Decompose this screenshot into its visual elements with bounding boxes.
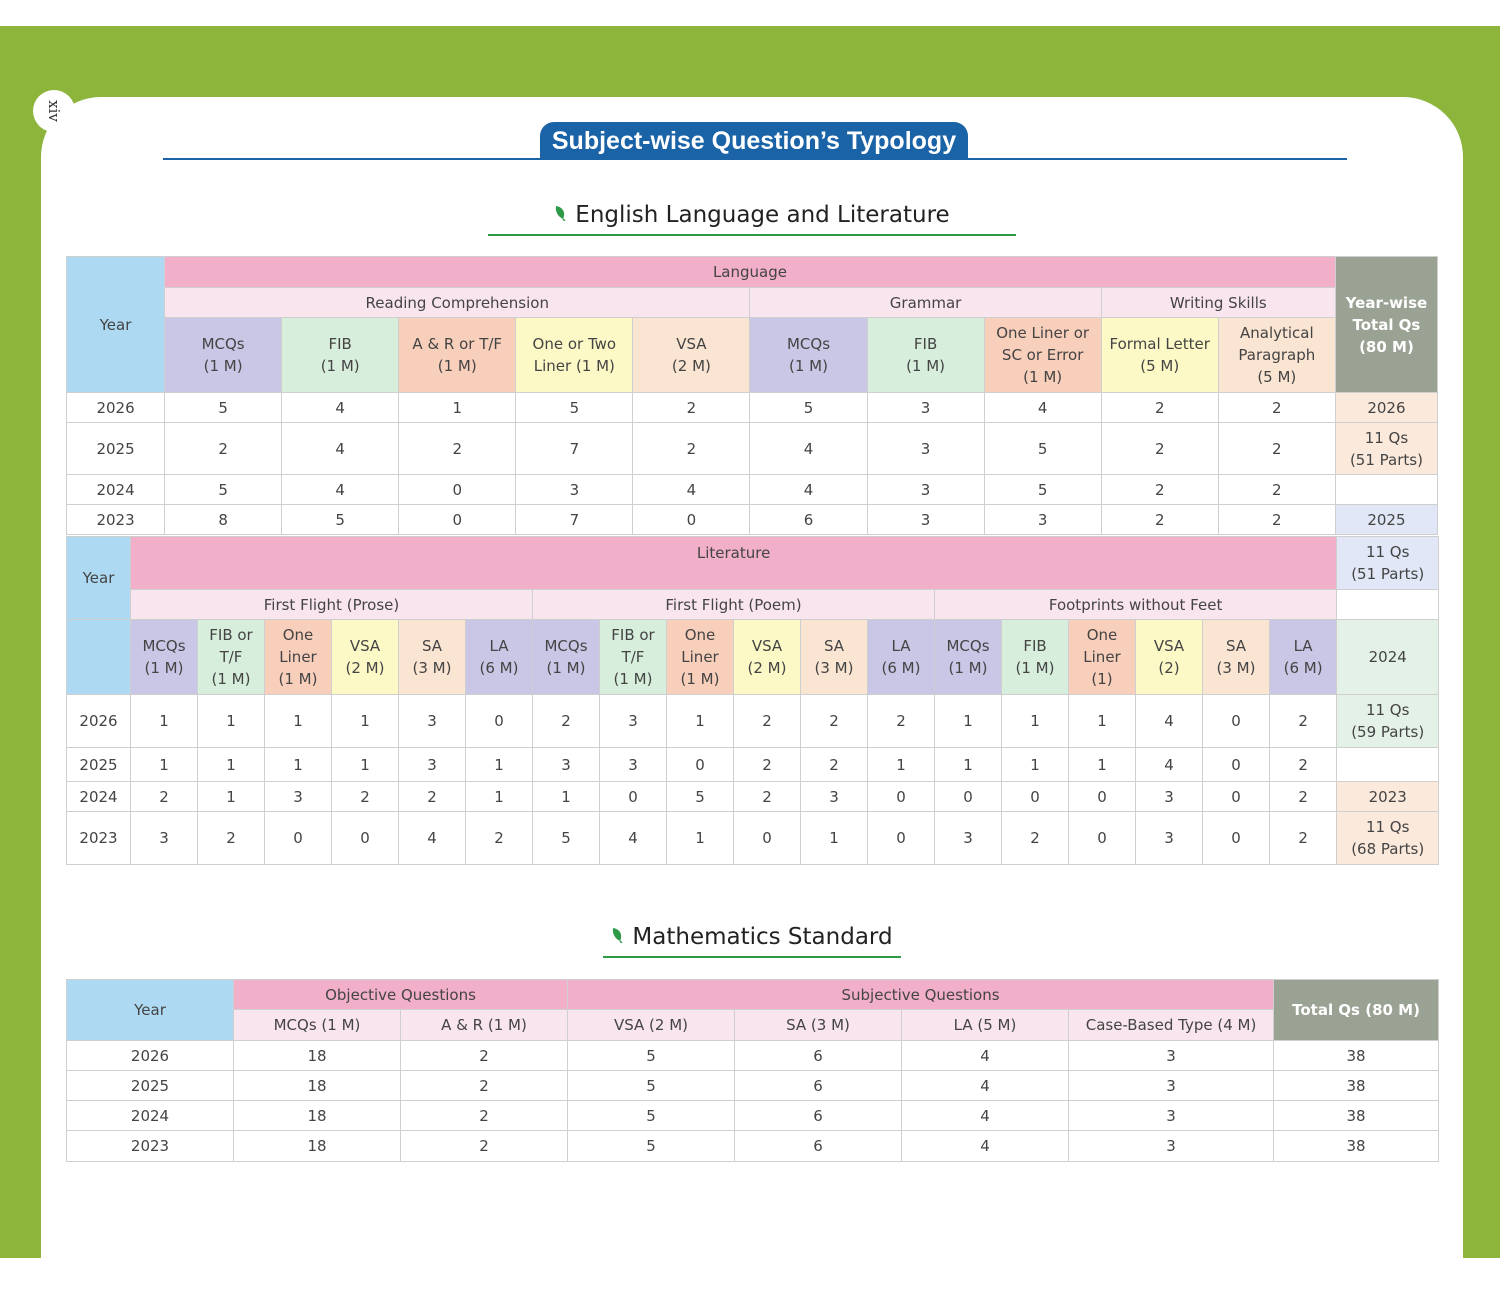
value-cell: 2: [633, 423, 750, 475]
year-total-count: 11 Qs (68 Parts): [1337, 812, 1439, 865]
value-cell: 2: [734, 748, 801, 782]
column-header: Case-Based Type (4 M): [1069, 1010, 1274, 1041]
value-cell: 1: [265, 695, 332, 748]
column-header: FIB (1 M): [282, 318, 399, 393]
column-header: LA (5 M): [902, 1010, 1069, 1041]
value-cell: 2: [633, 393, 750, 423]
table-row: [67, 505, 1438, 535]
column-header: A & R or T/F (1 M): [399, 318, 516, 393]
value-cell: 0: [1203, 782, 1270, 812]
column-header: FIB (1 M): [1002, 620, 1069, 695]
literature-column-headers: [67, 620, 1439, 695]
column-header: MCQs (1 M): [750, 318, 867, 393]
value-cell: 7: [516, 505, 633, 535]
value-cell: 2: [1218, 505, 1335, 535]
english-section-title: English Language and Literature: [575, 202, 950, 228]
literature-group-title: Literature: [131, 537, 1337, 590]
leaf-icon: [554, 205, 566, 221]
year-total-count: 11 Qs (51 Parts): [1335, 423, 1437, 475]
value-cell: 3: [935, 812, 1002, 865]
value-cell: 2: [734, 695, 801, 748]
value-cell: 2: [1218, 475, 1335, 505]
value-cell: 2: [1218, 393, 1335, 423]
value-cell: 5: [282, 505, 399, 535]
value-cell: 5: [568, 1101, 735, 1131]
subgroup-grammar: Grammar: [750, 288, 1101, 318]
value-cell: 4: [750, 423, 867, 475]
table-row: [67, 1071, 1439, 1101]
value-cell: 1: [131, 748, 198, 782]
value-cell: 3: [1069, 1101, 1274, 1131]
value-cell: 3: [533, 748, 600, 782]
banner: [540, 122, 968, 160]
page-number-badge: [33, 90, 75, 132]
value-cell: 3: [867, 393, 984, 423]
value-cell: 4: [399, 812, 466, 865]
value-cell: 3: [867, 505, 984, 535]
column-header: VSA (2 M): [332, 620, 399, 695]
value-cell: 0: [667, 748, 734, 782]
year-total-year: 2026: [1335, 393, 1437, 423]
year-total-spacer: [1337, 590, 1439, 620]
value-cell: 1: [533, 782, 600, 812]
value-cell: 4: [902, 1131, 1069, 1162]
value-cell: 1: [198, 695, 265, 748]
year-total-year: 2024: [1337, 620, 1439, 695]
year-total-spacer: [1335, 475, 1437, 505]
leaf-icon: [611, 927, 623, 943]
column-header: MCQs (1 M): [935, 620, 1002, 695]
value-cell: 4: [600, 812, 667, 865]
language-group-title: Language: [165, 257, 1336, 288]
value-cell: 1: [198, 782, 265, 812]
column-header: SA (3 M): [735, 1010, 902, 1041]
value-cell: 5: [984, 475, 1101, 505]
value-cell: 18: [234, 1041, 401, 1071]
subgroup-first-flight-poem: First Flight (Poem): [533, 590, 935, 620]
value-cell: 0: [935, 782, 1002, 812]
value-cell: 1: [667, 812, 734, 865]
value-cell: 2: [401, 1071, 568, 1101]
value-cell: 2: [466, 812, 533, 865]
value-cell: 0: [399, 475, 516, 505]
value-cell: 3: [1136, 782, 1203, 812]
value-cell: 0: [399, 505, 516, 535]
value-cell: 1: [131, 695, 198, 748]
value-cell: 1: [801, 812, 868, 865]
year-total-year: 2023: [1337, 782, 1439, 812]
subgroup-footprints-without-feet: Footprints without Feet: [935, 590, 1337, 620]
value-cell: 0: [1203, 695, 1270, 748]
table-row: [67, 812, 1439, 865]
value-cell: 0: [1203, 748, 1270, 782]
value-cell: 5: [165, 475, 282, 505]
value-cell: 4: [1136, 695, 1203, 748]
column-header: MCQs (1 M): [165, 318, 282, 393]
value-cell: 2: [401, 1131, 568, 1162]
table-row: [67, 423, 1438, 475]
value-cell: 1: [198, 748, 265, 782]
column-header: MCQs (1 M): [131, 620, 198, 695]
value-cell: 1: [332, 695, 399, 748]
value-cell: 3: [1069, 1131, 1274, 1162]
year-cell: 2026: [67, 393, 165, 423]
year-total-count: 11 Qs (51 Parts): [1337, 537, 1439, 590]
value-cell: 3: [516, 475, 633, 505]
value-cell: 5: [568, 1041, 735, 1071]
value-cell: 2: [401, 1041, 568, 1071]
subgroup-reading-comprehension: Reading Comprehension: [165, 288, 750, 318]
value-cell: 3: [131, 812, 198, 865]
value-cell: 1: [935, 695, 1002, 748]
value-cell: 4: [902, 1041, 1069, 1071]
value-cell: 2: [1002, 812, 1069, 865]
value-cell: 6: [735, 1071, 902, 1101]
value-cell: 3: [984, 505, 1101, 535]
value-cell: 3: [399, 695, 466, 748]
column-header: VSA (2 M): [568, 1010, 735, 1041]
maths-year-header: Year: [67, 980, 234, 1041]
table-row: [67, 475, 1438, 505]
value-cell: 3: [1069, 1071, 1274, 1101]
value-cell: 0: [1002, 782, 1069, 812]
column-header: Formal Letter (5 M): [1101, 318, 1218, 393]
value-cell: 3: [265, 782, 332, 812]
column-header: FIB or T/F (1 M): [600, 620, 667, 695]
value-cell: 6: [735, 1041, 902, 1071]
value-cell: 3: [867, 423, 984, 475]
banner-title: Subject-wise Question’s Typology: [551, 126, 957, 155]
value-cell: 0: [265, 812, 332, 865]
value-cell: 1: [868, 748, 935, 782]
column-header: LA (6 M): [868, 620, 935, 695]
value-cell: 5: [568, 1131, 735, 1162]
total-cell: 38: [1274, 1071, 1439, 1101]
language-year-header: Year: [67, 257, 165, 393]
value-cell: 0: [600, 782, 667, 812]
value-cell: 0: [1203, 812, 1270, 865]
year-cell: 2025: [67, 423, 165, 475]
value-cell: 2: [1101, 393, 1218, 423]
value-cell: 1: [1002, 695, 1069, 748]
value-cell: 1: [1069, 748, 1136, 782]
year-cell: 2025: [67, 1071, 234, 1101]
value-cell: 5: [750, 393, 867, 423]
value-cell: 0: [1069, 782, 1136, 812]
value-cell: 5: [568, 1071, 735, 1101]
value-cell: 4: [984, 393, 1101, 423]
value-cell: 1: [399, 393, 516, 423]
column-header: LA (6 M): [1270, 620, 1337, 695]
value-cell: 3: [867, 475, 984, 505]
year-cell: 2024: [67, 1101, 234, 1131]
value-cell: 2: [399, 423, 516, 475]
value-cell: 1: [1002, 748, 1069, 782]
value-cell: 2: [1101, 505, 1218, 535]
maths-section-title: Mathematics Standard: [632, 924, 893, 950]
table-row: [67, 695, 1439, 748]
value-cell: 6: [735, 1131, 902, 1162]
value-cell: 18: [234, 1101, 401, 1131]
language-column-headers: [67, 318, 1438, 393]
subgroup-first-flight-prose: First Flight (Prose): [131, 590, 533, 620]
value-cell: 0: [466, 695, 533, 748]
total-cell: 38: [1274, 1101, 1439, 1131]
value-cell: 2: [801, 695, 868, 748]
value-cell: 6: [750, 505, 867, 535]
group-subjective-questions: Subjective Questions: [568, 980, 1274, 1010]
column-header: VSA (2 M): [633, 318, 750, 393]
value-cell: 3: [600, 695, 667, 748]
value-cell: 0: [868, 782, 935, 812]
column-header: FIB or T/F (1 M): [198, 620, 265, 695]
column-header: MCQs (1 M): [533, 620, 600, 695]
value-cell: 5: [165, 393, 282, 423]
value-cell: 8: [165, 505, 282, 535]
value-cell: 2: [868, 695, 935, 748]
value-cell: 2: [399, 782, 466, 812]
value-cell: 0: [1069, 812, 1136, 865]
column-header: SA (3 M): [801, 620, 868, 695]
table-row: [67, 1101, 1439, 1131]
value-cell: 18: [234, 1071, 401, 1101]
value-cell: 1: [935, 748, 1002, 782]
value-cell: 1: [466, 782, 533, 812]
column-header: FIB (1 M): [867, 318, 984, 393]
column-header: Analytical Paragraph (5 M): [1218, 318, 1335, 393]
year-cell: 2025: [67, 748, 131, 782]
value-cell: 0: [868, 812, 935, 865]
value-cell: 6: [735, 1101, 902, 1131]
value-cell: 4: [1136, 748, 1203, 782]
year-total-year: 2025: [1335, 505, 1437, 535]
value-cell: 4: [282, 475, 399, 505]
value-cell: 2: [198, 812, 265, 865]
subgroup-writing-skills: Writing Skills: [1101, 288, 1335, 318]
value-cell: 1: [265, 748, 332, 782]
value-cell: 18: [234, 1131, 401, 1162]
column-header: One Liner or SC or Error (1 M): [984, 318, 1101, 393]
page-number: xiv: [44, 100, 63, 122]
year-total-count: 11 Qs (59 Parts): [1337, 695, 1439, 748]
year-total-spacer: [1337, 748, 1439, 782]
column-header: VSA (2 M): [734, 620, 801, 695]
value-cell: 4: [902, 1101, 1069, 1131]
year-cell: 2023: [67, 812, 131, 865]
year-cell: 2024: [67, 475, 165, 505]
value-cell: 3: [600, 748, 667, 782]
value-cell: 5: [667, 782, 734, 812]
value-cell: 0: [332, 812, 399, 865]
english-literature-table: [66, 536, 1439, 865]
column-header: One Liner (1 M): [667, 620, 734, 695]
maths-total-header: Total Qs (80 M): [1274, 980, 1439, 1041]
literature-year-header: Year: [67, 537, 131, 620]
year-cell: 2023: [67, 1131, 234, 1162]
value-cell: 0: [633, 505, 750, 535]
value-cell: 2: [1270, 695, 1337, 748]
column-header: LA (6 M): [466, 620, 533, 695]
value-cell: 2: [734, 782, 801, 812]
value-cell: 2: [1270, 782, 1337, 812]
year-cell: 2023: [67, 505, 165, 535]
value-cell: 3: [1069, 1041, 1274, 1071]
value-cell: 2: [165, 423, 282, 475]
value-cell: 5: [533, 812, 600, 865]
year-cell: 2026: [67, 1041, 234, 1071]
value-cell: 2: [801, 748, 868, 782]
value-cell: 2: [131, 782, 198, 812]
value-cell: 1: [466, 748, 533, 782]
value-cell: 5: [984, 423, 1101, 475]
value-cell: 4: [282, 393, 399, 423]
value-cell: 3: [801, 782, 868, 812]
year-cell: 2026: [67, 695, 131, 748]
column-header: One Liner (1): [1069, 620, 1136, 695]
value-cell: 2: [1218, 423, 1335, 475]
column-header: SA (3 M): [399, 620, 466, 695]
value-cell: 1: [667, 695, 734, 748]
maths-column-headers: [67, 1010, 1439, 1041]
table-row: [67, 1131, 1439, 1162]
group-objective-questions: Objective Questions: [234, 980, 568, 1010]
value-cell: 4: [633, 475, 750, 505]
column-header: One Liner (1 M): [265, 620, 332, 695]
value-cell: 4: [282, 423, 399, 475]
table-row: [67, 393, 1438, 423]
value-cell: 7: [516, 423, 633, 475]
table-row: [67, 1041, 1439, 1071]
value-cell: 2: [1270, 812, 1337, 865]
value-cell: 2: [332, 782, 399, 812]
total-cell: 38: [1274, 1131, 1439, 1162]
total-cell: 38: [1274, 1041, 1439, 1071]
value-cell: 2: [533, 695, 600, 748]
column-header: SA (3 M): [1203, 620, 1270, 695]
column-header: A & R (1 M): [401, 1010, 568, 1041]
maths-section-heading: [603, 918, 901, 958]
value-cell: 4: [902, 1071, 1069, 1101]
value-cell: 5: [516, 393, 633, 423]
column-header: MCQs (1 M): [234, 1010, 401, 1041]
value-cell: 3: [399, 748, 466, 782]
value-cell: 2: [1101, 423, 1218, 475]
value-cell: 1: [1069, 695, 1136, 748]
table-row: [67, 748, 1439, 782]
english-section-heading: [488, 196, 1016, 236]
english-language-table: [66, 256, 1438, 535]
value-cell: 2: [1101, 475, 1218, 505]
value-cell: 2: [1270, 748, 1337, 782]
table-row: [67, 782, 1439, 812]
value-cell: 0: [734, 812, 801, 865]
maths-table: [66, 979, 1439, 1162]
year-header-continued: [67, 620, 131, 695]
column-header: VSA (2): [1136, 620, 1203, 695]
value-cell: 3: [1136, 812, 1203, 865]
value-cell: 4: [750, 475, 867, 505]
column-header: One or Two Liner (1 M): [516, 318, 633, 393]
year-total-header: Year-wise Total Qs (80 M): [1335, 257, 1437, 393]
value-cell: 2: [401, 1101, 568, 1131]
value-cell: 1: [332, 748, 399, 782]
year-cell: 2024: [67, 782, 131, 812]
